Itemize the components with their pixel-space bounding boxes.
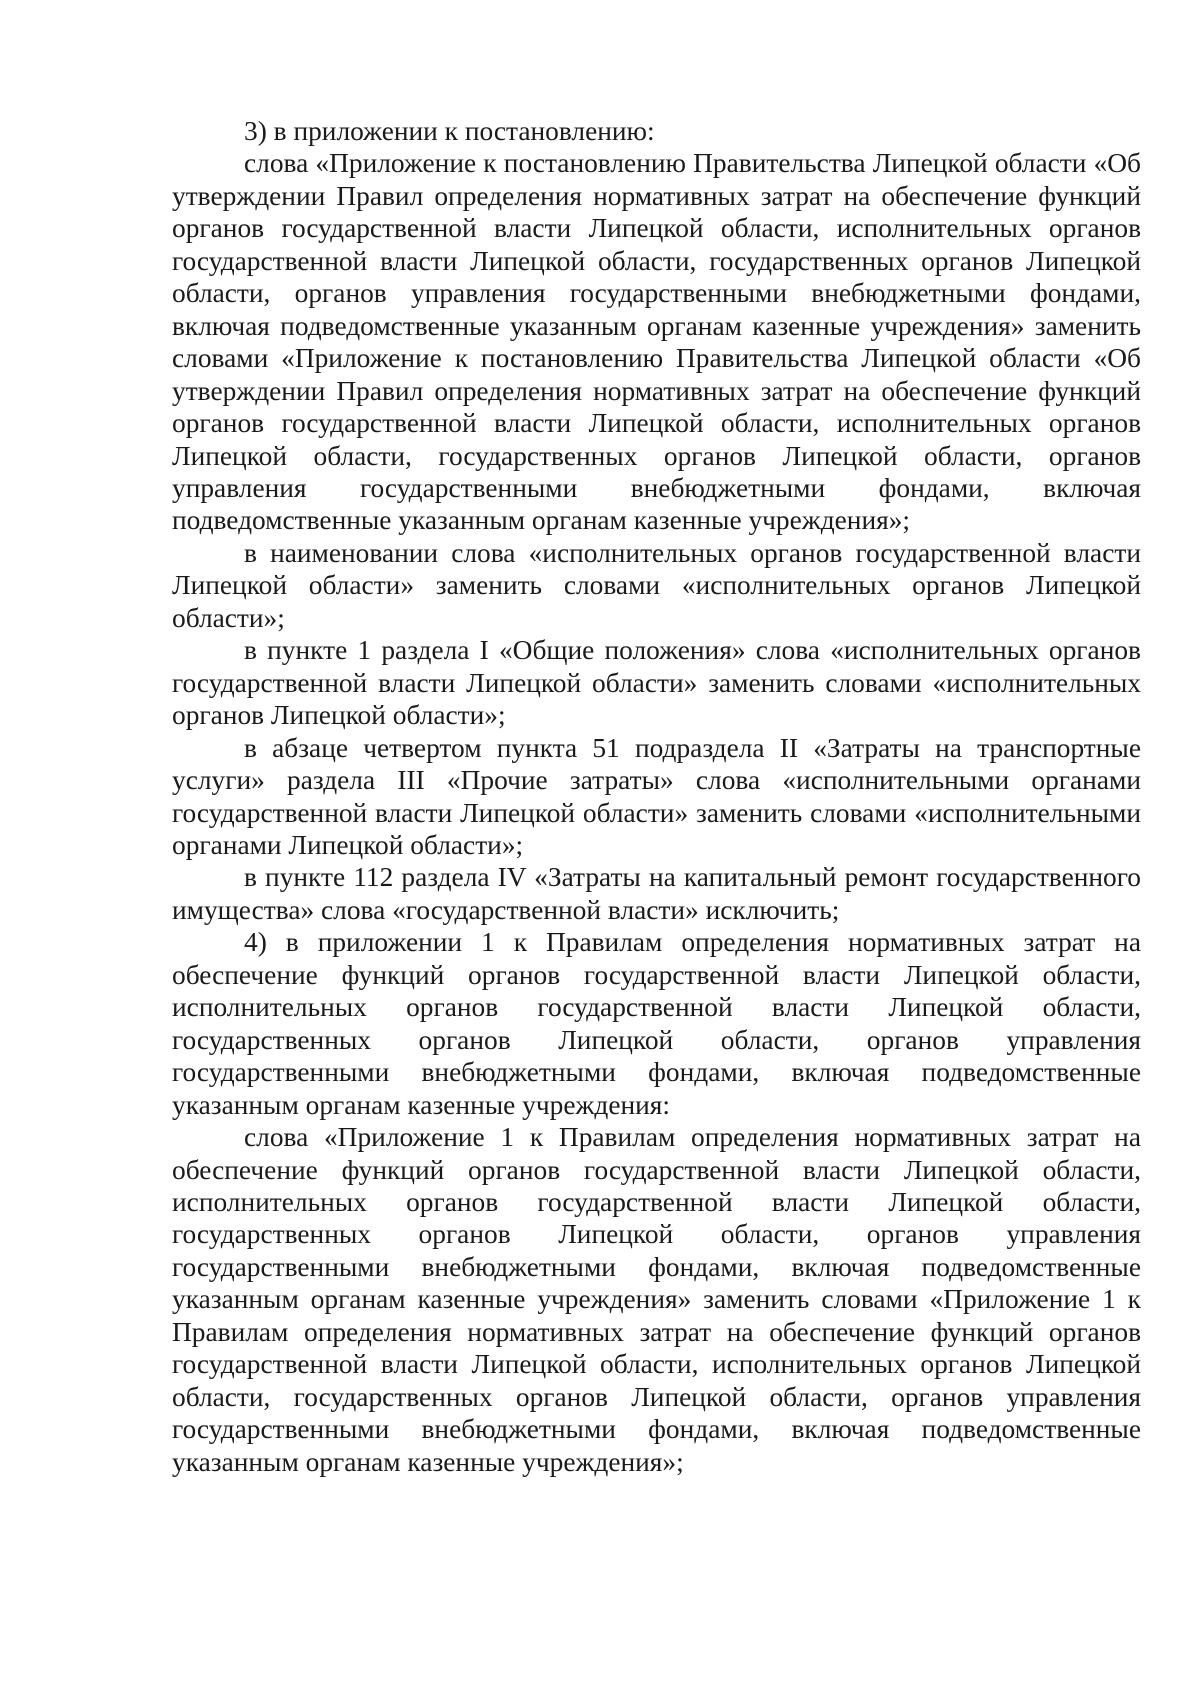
paragraph-clause-51-subsection-2: в абзаце четвертом пункта 51 подраздела II «Затраты на транспортные услуги» раздела III «Прочие затраты» слова «исполнительными органами государственной власти Липецкой области» заменить словами «исполнительными органами Липецкой области»; bbox=[172, 732, 1141, 860]
paragraph-clause-112-section-4: в пункте 112 раздела IV «Затраты на капитальный ремонт государственного имущества» слова «государственной власти» исключить; bbox=[172, 862, 1141, 925]
paragraph-clause-1-section-1: в пункте 1 раздела I «Общие положения» слова «исполнительных органов государственной власти Липецкой области» заменить словами «исполнительных органов Липецкой области»; bbox=[172, 635, 1141, 731]
paragraph-item-4-annex-1: 4) в приложении 1 к Правилам определения нормативных затрат на обеспечение функций органов государственной власти Липецкой области, исполнительных органов государственной власти Липецкой области, государственных органов Липецкой области, органов управления государственными внебюджетными фондами, включая подведомственные указанным органам казенные учреждения: bbox=[172, 927, 1141, 1120]
paragraph-item-3-appendix: 3) в приложении к постановлению: bbox=[244, 116, 655, 146]
document-page bbox=[172, 115, 1141, 1478]
paragraph-words-appendix-title: слова «Приложение к постановлению Правительства Липецкой области «Об утверждении Правил определения нормативных затрат на обеспечение функций органов государственной власти Липецкой области, исполнительных органов государственной власти Липецкой области, государственных органов Липецкой области, органов управления государственными внебюджетными фондами, включая подведомственные указанным органам казенные учреждения» заменить словами «Приложение к постановлению Правительства Липецкой области «Об утверждении Правил определения нормативных затрат на обеспечение функций органов государственной власти Липецкой области, исполнительных органов Липецкой области, государственных органов Липецкой области, органов управления государственными внебюджетными фондами, включая подведомственные указанным органам казенные учреждения»; bbox=[172, 148, 1141, 536]
paragraph-title-replacement: в наименовании слова «исполнительных органов государственной власти Липецкой области» заменить словами «исполнительных органов Липецкой области»; bbox=[172, 537, 1141, 633]
paragraph-words-annex-1-title: слова «Приложение 1 к Правилам определения нормативных затрат на обеспечение функций органов государственной власти Липецкой области, исполнительных органов государственной власти Липецкой области, государственных органов Липецкой области, органов управления государственными внебюджетными фондами, включая подведомственные указанным органам казенные учреждения» заменить словами «Приложение 1 к Правилам определения нормативных затрат на обеспечение функций органов государственной власти Липецкой области, исполнительных органов Липецкой области, государственных органов Липецкой области, органов управления государственными внебюджетными фондами, включая подведомственные указанным органам казенные учреждения»; bbox=[172, 1122, 1141, 1477]
